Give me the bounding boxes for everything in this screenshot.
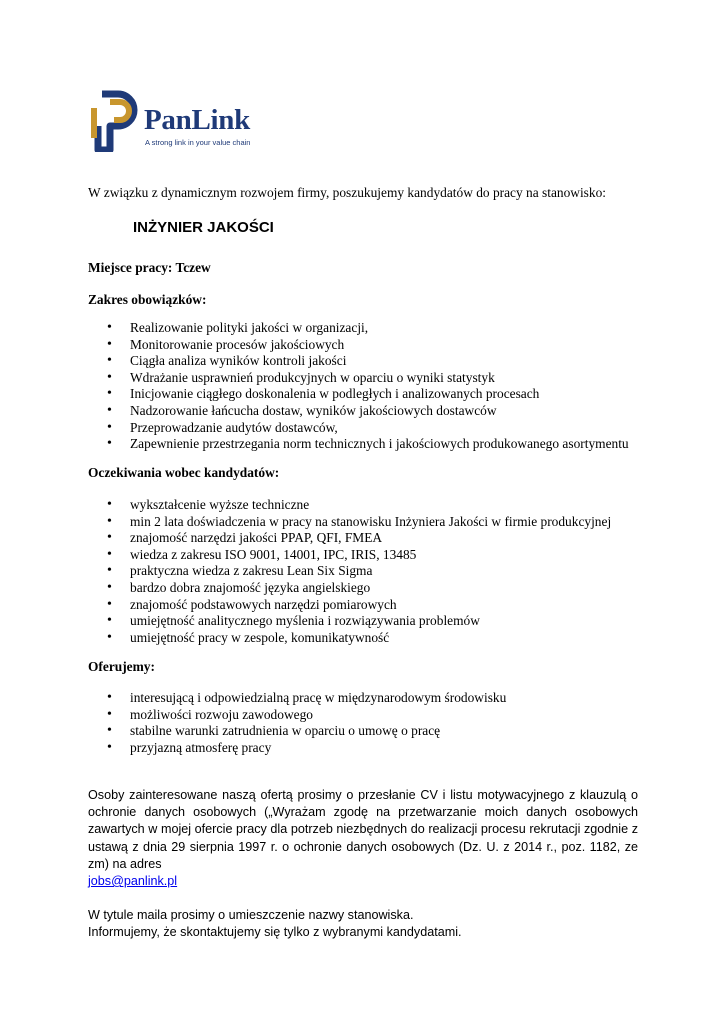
offer-list: [88, 690, 506, 756]
email-link[interactable]: jobs@panlink.pl: [88, 874, 178, 889]
panlink-logo-mark-icon: [88, 88, 144, 152]
contact-note: Informujemy, że skontaktujemy się tylko z wybranymi kandydatami.: [88, 925, 462, 940]
list-item: • Nadzorowanie łańcucha dostaw, wyników jakościowych dostawców: [88, 403, 629, 420]
list-item: • Ciągła analiza wyników kontroli jakości: [88, 353, 629, 370]
job-title: INŻYNIER JAKOŚCI: [133, 219, 274, 236]
list-item: • stabilne warunki zatrudnienia w oparciu o umowę o pracę: [88, 723, 506, 740]
list-item: • umiejętność pracy w zespole, komunikatywność: [88, 630, 611, 647]
responsibilities-heading: Zakres obowiązków:: [88, 292, 207, 307]
list-item: • umiejętność analitycznego myślenia i rozwiązywania problemów: [88, 613, 611, 630]
list-item: • wiedza z zakresu ISO 9001, 14001, IPC, IRIS, 13485: [88, 547, 611, 564]
responsibilities-list: [88, 320, 629, 453]
list-item: • Monitorowanie procesów jakościowych: [88, 337, 629, 354]
intro-text: W związku z dynamicznym rozwojem firmy, poszukujemy kandydatów do pracy na stanowisko:: [88, 185, 607, 200]
logo-wordmark: PanLink: [144, 104, 250, 136]
list-item: • min 2 lata doświadczenia w pracy na stanowisku Inżyniera Jakości w firmie produkcyjnej: [88, 514, 611, 531]
consent-text: Osoby zainteresowane naszą ofertą prosimy o przesłanie CV i listu motywacyjnego z klauzulą o ochronie danych osobowych („Wyrażam zgodę na przetwarzanie moich danych osobowych zawartych w mojej ofercie pracy dla potrzeb niezbędnych do realizacji procesu rekrutacji zgodnie z ustawą z dnia 29 sierpnia 1997 r. o ochronie danych osobowych (Dz. U. z 2014 r., poz. 1182, ze zm) na adres: [88, 788, 638, 871]
list-item: • bardzo dobra znajomość języka angielskiego: [88, 580, 611, 597]
application-instructions: [88, 787, 638, 890]
expectations-heading: Oczekiwania wobec kandydatów:: [88, 465, 280, 480]
list-item: • znajomość podstawowych narzędzi pomiarowych: [88, 597, 611, 614]
closing-section: [88, 787, 638, 942]
list-item: • znajomość narzędzi jakości PPAP, QFI, FMEA: [88, 530, 611, 547]
list-item: • możliwości rozwoju zawodowego: [88, 707, 506, 724]
list-item: • interesującą i odpowiedzialną pracę w międzynarodowym środowisku: [88, 690, 506, 707]
list-item: • wykształcenie wyższe techniczne: [88, 497, 611, 514]
subject-note: W tytule maila prosimy o umieszczenie nazwy stanowiska.: [88, 908, 414, 923]
work-location: Miejsce pracy: Tczew: [88, 260, 211, 275]
list-item: • przyjazną atmosferę pracy: [88, 740, 506, 757]
expectations-list: [88, 497, 611, 646]
list-item: • Przeprowadzanie audytów dostawców,: [88, 420, 629, 437]
list-item: • Wdrażanie usprawnień produkcyjnych w oparciu o wyniki statystyk: [88, 370, 629, 387]
list-item: • Realizowanie polityki jakości w organizacji,: [88, 320, 629, 337]
logo-tagline: A strong link in your value chain: [145, 138, 251, 147]
list-item: • praktyczna wiedza z zakresu Lean Six Sigma: [88, 563, 611, 580]
company-logo: [88, 88, 268, 152]
list-item: • Zapewnienie przestrzegania norm technicznych i jakościowych produkowanego asortymentu: [88, 436, 629, 453]
list-item: • Inicjowanie ciągłego doskonalenia w podległych i analizowanych procesach: [88, 386, 629, 403]
offer-heading: Oferujemy:: [88, 659, 155, 674]
